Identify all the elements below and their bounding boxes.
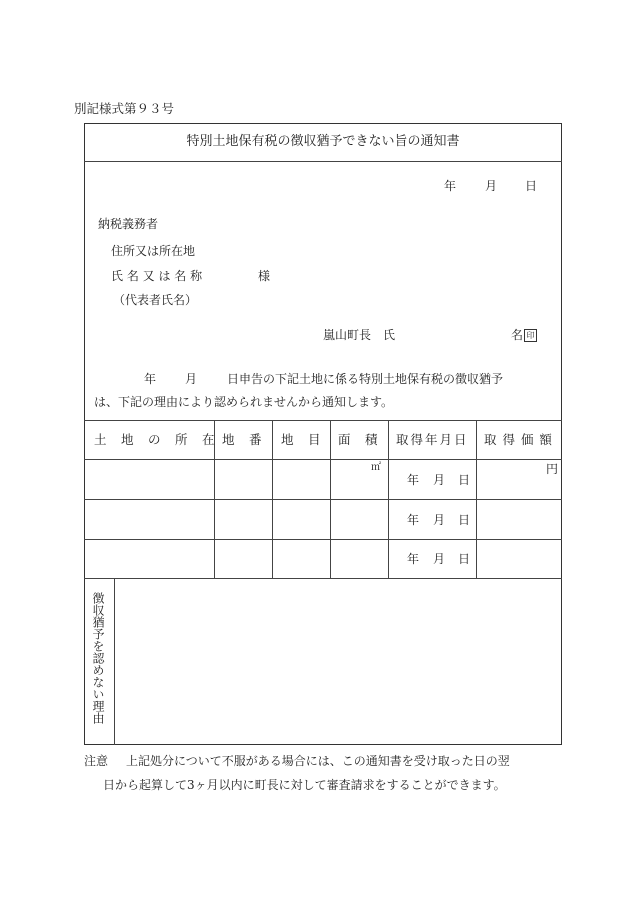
form-number: 別記様式第９３号	[74, 101, 175, 116]
row2-year: 年	[407, 513, 420, 527]
issuer-name	[511, 329, 537, 342]
header-area: 面 積	[338, 432, 379, 447]
body-month: 月	[185, 372, 198, 386]
row1-month: 月	[433, 473, 446, 487]
seal-mark: 印	[524, 329, 537, 342]
price-unit: 円	[546, 462, 559, 476]
issuer-name-label: 名	[511, 328, 524, 342]
table-bottom-rule	[84, 578, 562, 579]
table-top-rule	[84, 420, 562, 421]
note-line2: 日から起算して3ヶ月以内に町長に対して審査請求をすることができます。	[103, 778, 506, 792]
table-row-rule	[84, 539, 562, 540]
honorific: 様	[258, 269, 271, 283]
row1-day: 日	[458, 473, 471, 487]
header-acquisition-date: 取得年月日	[396, 432, 469, 447]
row2-day: 日	[458, 513, 471, 527]
table-header-rule	[84, 459, 562, 460]
row1-year: 年	[407, 473, 420, 487]
header-lot-number: 地 番	[222, 432, 263, 447]
row3-year: 年	[407, 552, 420, 566]
header-acquisition-price: 取 得 価 額	[484, 432, 553, 447]
row3-day: 日	[458, 552, 471, 566]
table-column-rule	[272, 420, 273, 578]
table-row-rule	[84, 499, 562, 500]
note-label: 注意	[84, 754, 109, 768]
issuer-mayor: 嵐山町長 氏	[323, 328, 396, 342]
title-divider	[84, 161, 562, 162]
name-label: 氏 名 又 は 名 称	[111, 269, 203, 283]
reason-label: 徴収猶予を認めない理由	[91, 592, 105, 724]
row2-month: 月	[433, 513, 446, 527]
representative-label: （代表者氏名）	[113, 293, 198, 307]
table-column-rule	[476, 420, 477, 578]
table-column-rule	[330, 420, 331, 578]
form-title: 特別土地保有税の徴収猶予できない旨の通知書	[186, 134, 460, 149]
date-month: 月	[485, 179, 498, 193]
row3-month: 月	[433, 552, 446, 566]
body-year: 年	[144, 372, 157, 386]
header-land-category: 地 目	[281, 432, 322, 447]
taxpayer-label: 納税義務者	[98, 217, 159, 231]
body-line1-text: 日申告の下記土地に係る特別土地保有税の徴収猶予	[227, 372, 504, 386]
date-day: 日	[525, 179, 538, 193]
address-label: 住所又は所在地	[111, 244, 196, 258]
body-line2: は、下記の理由により認められませんから通知します。	[94, 395, 394, 409]
area-unit: ㎡	[371, 462, 381, 473]
date-year: 年	[444, 179, 457, 193]
table-column-rule	[388, 420, 389, 578]
header-location: 土 地 の 所 在	[94, 432, 216, 447]
reason-column-rule	[114, 578, 115, 745]
note-line1: 上記処分について不服がある場合には、この通知書を受け取った日の翌	[126, 754, 510, 768]
